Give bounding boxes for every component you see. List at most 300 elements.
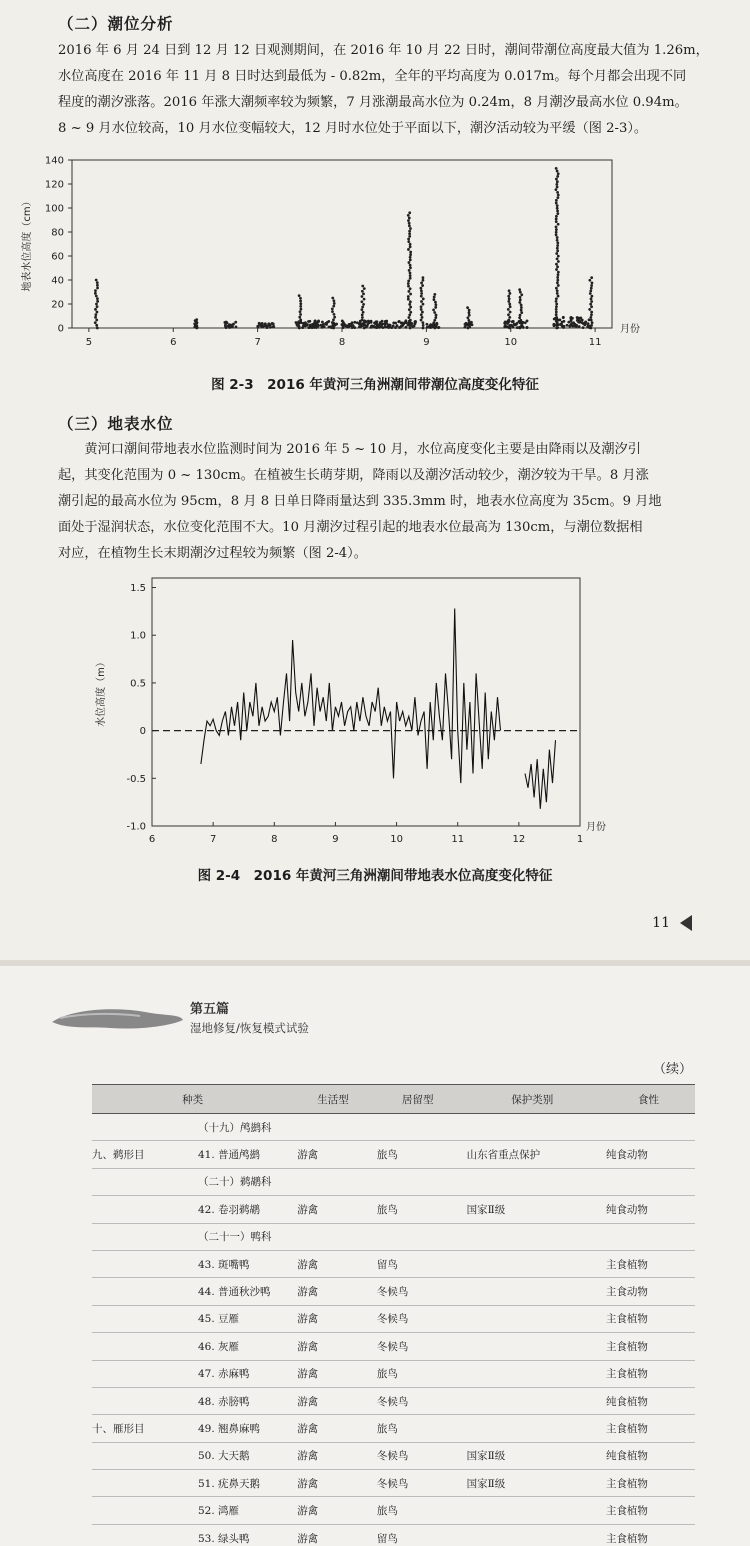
diet-cell: 主食植物 bbox=[602, 1524, 695, 1546]
empty-cell bbox=[293, 1168, 373, 1195]
data-point bbox=[556, 204, 559, 207]
data-point bbox=[557, 273, 560, 276]
x-tick-label: 10 bbox=[390, 834, 403, 845]
data-point bbox=[590, 287, 593, 290]
data-point bbox=[590, 305, 593, 308]
y-tick-label: -1.0 bbox=[126, 821, 146, 833]
data-point bbox=[582, 326, 585, 329]
data-point bbox=[556, 196, 559, 199]
data-point bbox=[408, 217, 411, 220]
data-point bbox=[556, 212, 559, 215]
data-point bbox=[468, 324, 471, 327]
empty-cell bbox=[373, 1223, 463, 1250]
species-cell bbox=[92, 1360, 293, 1387]
data-point bbox=[433, 293, 436, 296]
data-point bbox=[407, 261, 410, 264]
data-point bbox=[590, 276, 593, 279]
data-point bbox=[572, 321, 575, 324]
data-point bbox=[360, 300, 363, 303]
x-tick-label: 9 bbox=[423, 337, 430, 348]
data-point bbox=[96, 281, 99, 284]
data-point bbox=[420, 282, 423, 285]
x-tick-label: 6 bbox=[148, 834, 156, 845]
data-point bbox=[508, 297, 511, 300]
species-cell bbox=[92, 1387, 293, 1414]
data-point bbox=[408, 321, 411, 324]
data-point bbox=[350, 324, 353, 327]
data-point bbox=[96, 311, 99, 314]
data-point bbox=[362, 303, 365, 306]
data-point bbox=[225, 321, 228, 324]
data-point bbox=[556, 249, 559, 252]
x-tick-label: 1 bbox=[576, 834, 584, 845]
data-point bbox=[422, 324, 425, 327]
data-point bbox=[555, 300, 558, 303]
data-point bbox=[518, 301, 521, 304]
data-point bbox=[526, 326, 529, 329]
data-point bbox=[299, 300, 302, 303]
table-row bbox=[92, 1278, 695, 1305]
data-point bbox=[387, 326, 390, 329]
data-point bbox=[420, 308, 423, 311]
data-point bbox=[348, 323, 351, 326]
tide-height-chart bbox=[0, 148, 750, 348]
data-point bbox=[342, 326, 345, 329]
section-title: 第五篇 bbox=[190, 1002, 230, 1017]
data-point bbox=[409, 274, 412, 277]
data-point bbox=[409, 300, 412, 303]
data-point bbox=[519, 291, 522, 294]
data-point bbox=[96, 305, 99, 308]
data-point bbox=[407, 298, 410, 301]
data-point bbox=[575, 325, 578, 328]
data-point bbox=[257, 326, 260, 329]
data-point bbox=[370, 321, 373, 324]
data-point bbox=[519, 321, 522, 324]
data-point bbox=[96, 287, 99, 290]
protection-cell bbox=[463, 1250, 602, 1277]
data-point bbox=[438, 326, 441, 329]
protection-cell bbox=[463, 1387, 602, 1414]
data-point bbox=[379, 321, 382, 324]
data-point bbox=[557, 271, 560, 274]
data-point bbox=[361, 316, 364, 319]
paragraph-line: 潮引起的最高水位为 95cm，8 月 8 日单日降雨量达到 335.3mm 时，地表水位高度为 35cm。9 月地 bbox=[58, 494, 662, 509]
column-header: 居留型 bbox=[373, 1085, 463, 1114]
data-point bbox=[554, 188, 557, 191]
data-point bbox=[319, 324, 322, 327]
data-point bbox=[433, 311, 436, 314]
data-point bbox=[95, 324, 98, 327]
diet-cell: 主食植物 bbox=[602, 1470, 695, 1497]
data-point bbox=[361, 313, 364, 316]
data-point bbox=[559, 323, 562, 326]
data-point bbox=[516, 326, 519, 329]
data-point bbox=[590, 319, 593, 322]
data-point bbox=[298, 294, 301, 297]
data-point bbox=[555, 268, 558, 271]
data-point bbox=[557, 194, 560, 197]
data-point bbox=[354, 321, 357, 324]
data-point bbox=[555, 327, 558, 330]
data-point bbox=[422, 276, 425, 279]
data-point bbox=[508, 292, 511, 295]
y-tick-label: 120 bbox=[44, 179, 64, 191]
data-point bbox=[409, 311, 412, 314]
diet-cell: 主食植物 bbox=[602, 1305, 695, 1332]
table-row bbox=[92, 1223, 695, 1250]
x-axis-label: 月份 bbox=[586, 822, 606, 833]
data-point bbox=[556, 276, 559, 279]
data-point bbox=[589, 316, 592, 319]
data-point bbox=[313, 323, 316, 326]
family-label: （二十）鹈鹕科 bbox=[198, 1176, 272, 1189]
species-name: 44. 普通秋沙鸭 bbox=[198, 1286, 271, 1299]
data-point bbox=[466, 306, 469, 309]
x-tick-label: 5 bbox=[85, 337, 93, 348]
data-point bbox=[300, 308, 303, 311]
diet-cell: 主食动物 bbox=[602, 1278, 695, 1305]
data-point bbox=[309, 325, 312, 328]
data-point bbox=[555, 220, 558, 223]
continued-label: （续） bbox=[652, 1062, 692, 1077]
data-point bbox=[520, 311, 523, 314]
data-point bbox=[433, 298, 436, 301]
data-point bbox=[581, 321, 584, 324]
data-point bbox=[409, 243, 412, 246]
figure-2-3-caption: 图 2-3 2016 年黄河三角洲潮间带潮位高度变化特征 bbox=[211, 377, 539, 393]
data-point bbox=[385, 321, 388, 324]
data-point bbox=[408, 314, 411, 317]
data-point bbox=[267, 322, 270, 325]
y-tick-label: 0 bbox=[57, 323, 64, 335]
data-point bbox=[571, 317, 574, 320]
data-point bbox=[519, 319, 522, 322]
y-tick-label: 80 bbox=[51, 227, 64, 239]
data-point bbox=[505, 325, 508, 328]
data-point bbox=[555, 226, 558, 229]
triangle-marker-icon bbox=[680, 915, 692, 931]
data-point bbox=[298, 316, 301, 319]
data-point bbox=[556, 279, 559, 282]
data-point bbox=[421, 316, 424, 319]
data-point bbox=[590, 295, 593, 298]
empty-cell bbox=[463, 1114, 602, 1141]
data-point bbox=[555, 313, 558, 316]
y-tick-label: 0 bbox=[139, 726, 146, 738]
data-point bbox=[429, 326, 432, 329]
data-point bbox=[555, 311, 558, 314]
life-type-cell: 游禽 bbox=[293, 1333, 373, 1360]
data-point bbox=[557, 172, 560, 175]
data-point bbox=[422, 321, 425, 324]
data-point bbox=[590, 313, 593, 316]
data-point bbox=[321, 321, 324, 324]
data-point bbox=[409, 327, 412, 330]
data-point bbox=[589, 327, 592, 330]
life-type-cell: 游禽 bbox=[293, 1415, 373, 1442]
species-name: 53. 绿头鸭 bbox=[198, 1532, 250, 1545]
protection-cell: 山东省重点保护 bbox=[463, 1141, 602, 1168]
data-point bbox=[420, 300, 423, 303]
life-type-cell: 游禽 bbox=[293, 1250, 373, 1277]
data-point bbox=[307, 320, 310, 323]
data-point bbox=[555, 287, 558, 290]
data-point bbox=[556, 289, 559, 292]
table-row bbox=[92, 1360, 695, 1387]
species-name: 46. 灰雁 bbox=[198, 1340, 240, 1353]
data-point bbox=[555, 316, 558, 319]
plot-frame bbox=[72, 160, 612, 328]
data-point bbox=[555, 218, 558, 221]
data-point bbox=[433, 319, 436, 322]
data-point bbox=[409, 259, 412, 262]
data-point bbox=[409, 319, 412, 322]
data-point bbox=[95, 303, 98, 306]
plot-frame bbox=[152, 578, 580, 826]
data-point bbox=[407, 219, 410, 222]
residence-type-cell: 留鸟 bbox=[373, 1524, 463, 1546]
data-point bbox=[434, 327, 437, 330]
data-point bbox=[579, 317, 582, 320]
data-point bbox=[590, 297, 593, 300]
table-header-row bbox=[92, 1085, 695, 1114]
data-point bbox=[407, 316, 410, 319]
data-point bbox=[589, 292, 592, 295]
data-point bbox=[363, 324, 366, 327]
x-tick-label: 11 bbox=[588, 337, 602, 348]
data-point bbox=[576, 316, 579, 319]
section-subtitle: 湿地修复/恢复模式试验 bbox=[190, 1021, 309, 1035]
life-type-cell: 游禽 bbox=[293, 1442, 373, 1469]
diet-cell: 纯食植物 bbox=[602, 1442, 695, 1469]
water-level-line bbox=[525, 740, 556, 809]
species-name: 52. 鸿雁 bbox=[198, 1505, 240, 1518]
data-point bbox=[590, 284, 593, 287]
data-point bbox=[426, 326, 429, 329]
species-name: 51. 疣鼻天鹅 bbox=[198, 1477, 261, 1490]
residence-type-cell: 旅鸟 bbox=[373, 1497, 463, 1524]
data-point bbox=[519, 327, 522, 330]
data-point bbox=[331, 321, 334, 324]
protection-cell bbox=[463, 1360, 602, 1387]
data-point bbox=[508, 289, 511, 292]
data-point bbox=[409, 256, 412, 259]
data-point bbox=[299, 297, 302, 300]
residence-type-cell: 旅鸟 bbox=[373, 1141, 463, 1168]
x-tick-label: 6 bbox=[170, 337, 177, 348]
data-point bbox=[555, 228, 558, 231]
protection-cell bbox=[463, 1497, 602, 1524]
data-point bbox=[361, 324, 364, 327]
data-point bbox=[408, 269, 411, 272]
data-point bbox=[555, 305, 558, 308]
protection-cell bbox=[463, 1305, 602, 1332]
data-point bbox=[591, 282, 594, 285]
table-row bbox=[92, 1470, 695, 1497]
life-type-cell: 游禽 bbox=[293, 1141, 373, 1168]
data-point bbox=[408, 222, 411, 225]
diet-cell: 纯食动物 bbox=[602, 1196, 695, 1223]
data-point bbox=[557, 260, 560, 263]
ink-brush-logo-icon bbox=[50, 1004, 185, 1034]
data-point bbox=[556, 321, 559, 324]
residence-type-cell: 旅鸟 bbox=[373, 1415, 463, 1442]
data-point bbox=[507, 308, 510, 311]
data-point bbox=[95, 279, 98, 282]
data-point bbox=[392, 324, 395, 327]
diet-cell: 纯食动物 bbox=[602, 1141, 695, 1168]
data-point bbox=[421, 311, 424, 314]
x-tick-label: 7 bbox=[209, 834, 217, 845]
data-point bbox=[519, 314, 522, 317]
empty-cell bbox=[463, 1168, 602, 1195]
diet-cell: 纯食植物 bbox=[602, 1387, 695, 1414]
data-point bbox=[420, 319, 423, 322]
table-row bbox=[92, 1250, 695, 1277]
data-point bbox=[407, 238, 410, 241]
data-point bbox=[96, 284, 99, 287]
species-cell bbox=[92, 1223, 293, 1250]
data-point bbox=[235, 325, 238, 328]
data-point bbox=[407, 290, 410, 293]
data-point bbox=[555, 202, 558, 205]
y-tick-label: 1.5 bbox=[130, 583, 146, 595]
data-point bbox=[299, 305, 302, 308]
species-cell bbox=[92, 1305, 293, 1332]
data-point bbox=[432, 309, 435, 312]
data-point bbox=[94, 292, 97, 295]
order-label: 九、鹈形目 bbox=[92, 1149, 145, 1162]
data-point bbox=[509, 305, 512, 308]
data-point bbox=[555, 263, 558, 266]
data-point bbox=[363, 321, 366, 324]
data-point bbox=[557, 223, 560, 226]
data-point bbox=[467, 319, 470, 322]
data-point bbox=[555, 297, 558, 300]
data-point bbox=[512, 326, 515, 329]
data-point bbox=[556, 241, 559, 244]
data-point bbox=[323, 325, 326, 328]
data-point bbox=[568, 325, 571, 328]
data-point bbox=[518, 316, 521, 319]
data-point bbox=[408, 232, 411, 235]
data-point bbox=[407, 248, 410, 251]
data-point bbox=[507, 295, 510, 298]
table-row bbox=[92, 1168, 695, 1195]
paragraph-line: 起，其变化范围为 0 ~ 130cm。在植被生长萌芽期，降雨以及潮汐活动较少，潮汐较为干旱。8 月涨 bbox=[58, 468, 649, 483]
data-point bbox=[562, 316, 565, 319]
residence-type-cell: 冬候鸟 bbox=[373, 1278, 463, 1305]
data-point bbox=[420, 287, 423, 290]
diet-cell: 主食植物 bbox=[602, 1497, 695, 1524]
species-name: 47. 赤麻鸭 bbox=[198, 1368, 250, 1381]
x-tick-label: 12 bbox=[512, 834, 526, 845]
data-point bbox=[556, 247, 559, 250]
x-tick-label: 8 bbox=[271, 834, 278, 845]
data-point bbox=[331, 297, 334, 300]
data-point bbox=[94, 313, 97, 316]
paragraph-tide bbox=[58, 38, 709, 142]
data-point bbox=[422, 279, 425, 282]
life-type-cell: 游禽 bbox=[293, 1470, 373, 1497]
table-row bbox=[92, 1387, 695, 1414]
species-cell bbox=[92, 1141, 293, 1168]
data-point bbox=[426, 323, 429, 326]
empty-cell bbox=[463, 1223, 602, 1250]
data-point bbox=[555, 303, 558, 306]
life-type-cell: 游禽 bbox=[293, 1305, 373, 1332]
data-point bbox=[232, 323, 235, 326]
species-cell bbox=[92, 1470, 293, 1497]
section-heading-tide: （二）潮位分析 bbox=[58, 14, 174, 33]
data-point bbox=[434, 303, 437, 306]
data-point bbox=[299, 310, 302, 313]
data-point bbox=[464, 326, 467, 329]
data-point bbox=[556, 180, 559, 183]
data-point bbox=[422, 297, 425, 300]
data-point bbox=[404, 326, 407, 329]
data-point bbox=[95, 295, 98, 298]
data-point bbox=[413, 324, 416, 327]
data-point bbox=[590, 324, 593, 327]
diet-cell: 主食植物 bbox=[602, 1415, 695, 1442]
data-point bbox=[520, 293, 523, 296]
species-cell bbox=[92, 1250, 293, 1277]
data-point bbox=[361, 290, 364, 293]
figure-2-4-caption: 图 2-4 2016 年黄河三角洲潮间带地表水位高度变化特征 bbox=[197, 868, 553, 884]
protection-cell: 国家Ⅱ级 bbox=[463, 1442, 602, 1469]
data-point bbox=[409, 245, 412, 248]
data-point bbox=[435, 324, 438, 327]
data-point bbox=[409, 251, 412, 254]
residence-type-cell: 冬候鸟 bbox=[373, 1442, 463, 1469]
data-point bbox=[555, 178, 558, 181]
data-point bbox=[333, 316, 336, 319]
data-point bbox=[507, 300, 510, 303]
data-point bbox=[409, 264, 412, 267]
bird-species-table bbox=[92, 1084, 695, 1546]
data-point bbox=[468, 311, 471, 314]
data-point bbox=[367, 322, 370, 325]
data-point bbox=[224, 325, 227, 328]
table-row bbox=[92, 1415, 695, 1442]
y-tick-label: 100 bbox=[44, 203, 64, 215]
protection-cell: 国家Ⅱ级 bbox=[463, 1470, 602, 1497]
data-point bbox=[434, 316, 437, 319]
data-point bbox=[409, 324, 412, 327]
data-point bbox=[578, 325, 581, 328]
table-row bbox=[92, 1497, 695, 1524]
y-axis-label: 水位高度（m） bbox=[96, 657, 107, 727]
data-point bbox=[332, 318, 335, 321]
data-point bbox=[408, 308, 411, 311]
water-level-line bbox=[201, 609, 501, 784]
data-point bbox=[432, 321, 435, 324]
data-point bbox=[420, 313, 423, 316]
data-point bbox=[519, 296, 522, 299]
species-name: 45. 豆雁 bbox=[198, 1313, 240, 1326]
data-point bbox=[555, 215, 558, 218]
empty-cell bbox=[293, 1114, 373, 1141]
species-name: 42. 卷羽鹈鹕 bbox=[198, 1203, 261, 1216]
species-cell bbox=[92, 1196, 293, 1223]
book-page-table bbox=[0, 966, 750, 1546]
data-point bbox=[95, 319, 98, 322]
life-type-cell: 游禽 bbox=[293, 1196, 373, 1223]
data-point bbox=[409, 272, 412, 275]
data-point bbox=[434, 306, 437, 309]
